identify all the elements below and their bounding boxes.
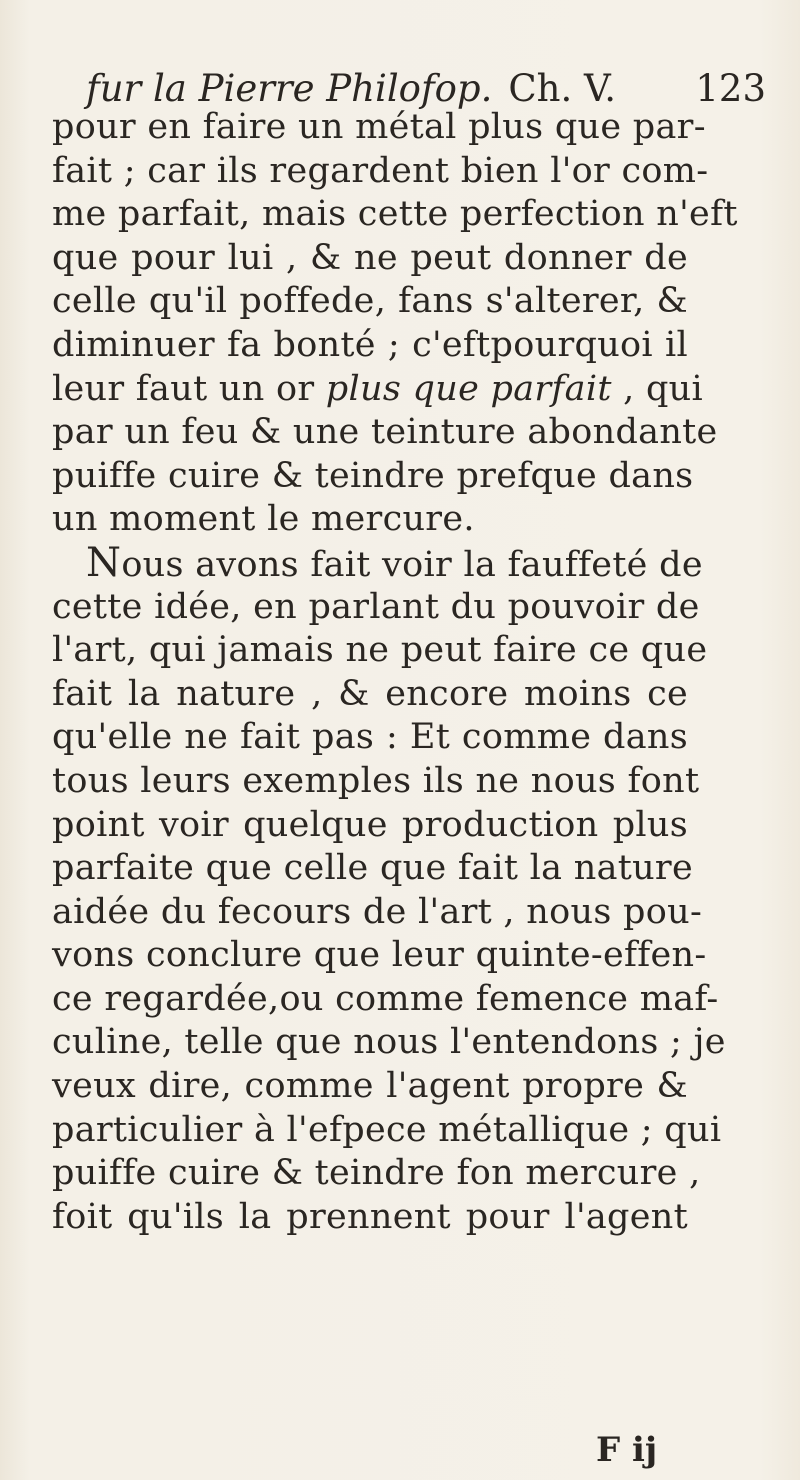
text-line: ce regardée,ou comme femence maf- [52, 978, 719, 1019]
text-line: vons conclure que leur quinte-effen- [52, 935, 707, 976]
text-line: pour en faire un métal plus que par- [52, 107, 706, 147]
text-line: que pour lui , & ne peut donner de [52, 237, 688, 278]
text-line: diminuer fa bonté ; c'eftpourquoi il [52, 324, 688, 365]
paragraph-start-line: Nous avons fait voir la fauffeté de [86, 539, 703, 586]
text-line: puiffe cuire & teindre prefque dans [52, 455, 694, 496]
text-line: veux dire, comme l'agent propre & [52, 1066, 688, 1107]
text-line: me parfait, mais cette perfection n'eft [52, 194, 738, 235]
signature-mark: F ij [596, 1430, 658, 1470]
text-line: puiffe cuire & teindre fon mercure , [52, 1153, 701, 1194]
text-line: culine, telle que nous l'entendons ; je [52, 1022, 726, 1063]
body-text [52, 106, 738, 1239]
text-line: foit qu'ils la prennent pour l'agent [52, 1196, 688, 1237]
text-line: un moment le mercure. [52, 499, 475, 540]
text-line: tous leurs exemples ils ne nous font [52, 760, 700, 801]
text-line-with-italic [52, 368, 704, 412]
text-line: celle qu'il poffede, fans s'alterer, & [52, 281, 688, 322]
text-line: fait ; car ils regardent bien l'or com- [52, 150, 709, 191]
text-line: l'art, qui jamais ne peut faire ce que [52, 630, 708, 671]
text-line: point voir quelque production plus [52, 804, 688, 845]
chapter-label: Ch. V. [508, 67, 617, 110]
text-line: par un feu & une teinture abondante [52, 412, 718, 453]
italic-phrase: plus que parfait [325, 368, 612, 409]
page-number: 123 [695, 67, 766, 110]
running-title: fur la Pierre Philofop. [86, 67, 493, 110]
text-segment: leur faut un or [52, 368, 326, 409]
text-line: cette idée, en parlant du pouvoir de [52, 586, 700, 627]
text-line: fait la nature , & encore moins ce [52, 673, 688, 714]
text-line: particulier à l'efpece métallique ; qui [52, 1109, 722, 1150]
text-line: aidée du fecours de l'art , nous pou- [52, 891, 703, 932]
text-line: parfaite que celle que fait la nature [52, 848, 693, 889]
text-line: qu'elle ne fait pas : Et comme dans [52, 717, 688, 758]
text-segment: , qui [611, 368, 704, 409]
